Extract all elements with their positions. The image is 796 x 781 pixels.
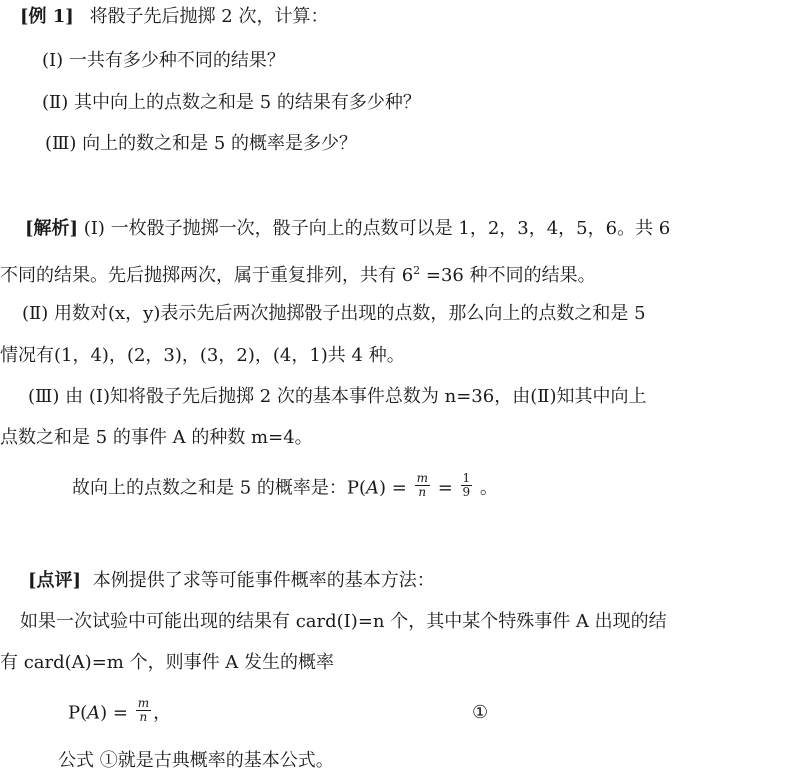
comment-line-2: 如果一次试验中可能出现的结果有 card(Ⅰ)=n 个，其中某个特殊事件 A 出现的结 (20, 611, 667, 632)
exponent: 2 (413, 264, 421, 277)
fraction-numerator: m (137, 696, 150, 710)
conclusion-eq: ) = (379, 477, 413, 499)
solution-line-4: 情况有(1，4)，(2，3)，(3，2)，(4，1)共 4 种。 (0, 345, 405, 366)
fraction-denominator: n (139, 710, 148, 724)
fraction-denominator: 9 (462, 485, 471, 499)
solution-tag: [解析] (25, 218, 79, 239)
formula-event-a: A (87, 702, 101, 724)
equals-sign: = (431, 477, 459, 499)
comment-line-1 (28, 568, 435, 594)
formula-marker: ① (472, 702, 489, 723)
event-a: A (366, 477, 380, 499)
example-tag: [例 1] (20, 6, 74, 27)
question-2: (Ⅱ) 其中向上的点数之和是 5 的结果有多少种？ (42, 92, 421, 113)
solution-line-3: (Ⅱ) 用数对(x，y)表示先后两次抛掷骰子出现的点数，那么向上的点数之和是 5 (22, 303, 646, 324)
solution-conclusion (72, 471, 498, 502)
solution-line-1 (25, 216, 670, 242)
solution-part1-text: (Ⅰ) 一枚骰子抛掷一次，骰子向上的点数可以是 1，2，3，4，5，6。共 6 (83, 218, 671, 239)
solution-line-5: (Ⅲ) 由 (Ⅰ)知将骰子先后抛掷 2 次的基本事件总数为 n=36，由(Ⅱ)知其中向上 (28, 386, 647, 407)
question-3: (Ⅲ) 向上的数之和是 5 的概率是多少？ (45, 133, 358, 154)
solution-line-6: 点数之和是 5 的事件 A 的种数 m=4。 (0, 427, 313, 448)
comment-text: 本例提供了求等可能事件概率的基本方法： (92, 570, 435, 591)
example-statement: 将骰子先后抛掷 2 次，计算： (89, 6, 329, 27)
fraction-numerator: 1 (462, 471, 471, 485)
comment-line-4: 公式 ①就是古典概率的基本公式。 (58, 750, 334, 771)
fraction-denominator: n (418, 485, 427, 499)
comment-line-3: 有 card(A)=m 个，则事件 A 发生的概率 (0, 652, 335, 673)
comment-tag: [点评] (28, 570, 82, 591)
question-1: (Ⅰ) 一共有多少种不同的结果？ (42, 50, 285, 71)
solution-part1-result: =36 种不同的结果。 (420, 265, 596, 286)
solution-part1-cont: 不同的结果。先后抛掷两次，属于重复排列，共有 6 (0, 265, 414, 286)
formula-eq: ) = (100, 702, 134, 724)
example-heading (20, 4, 328, 30)
solution-line-2 (0, 258, 596, 289)
formula-fraction (136, 697, 151, 724)
fraction-m-over-n (415, 472, 430, 499)
fraction-numerator: m (416, 471, 428, 485)
conclusion-text: 故向上的点数之和是 5 的概率是：P( (72, 477, 367, 499)
formula-p: P( (68, 702, 88, 724)
fraction-one-ninth (461, 472, 473, 499)
conclusion-period: 。 (474, 477, 498, 499)
formula-comma: ， (153, 702, 172, 724)
comment-formula (68, 696, 172, 727)
